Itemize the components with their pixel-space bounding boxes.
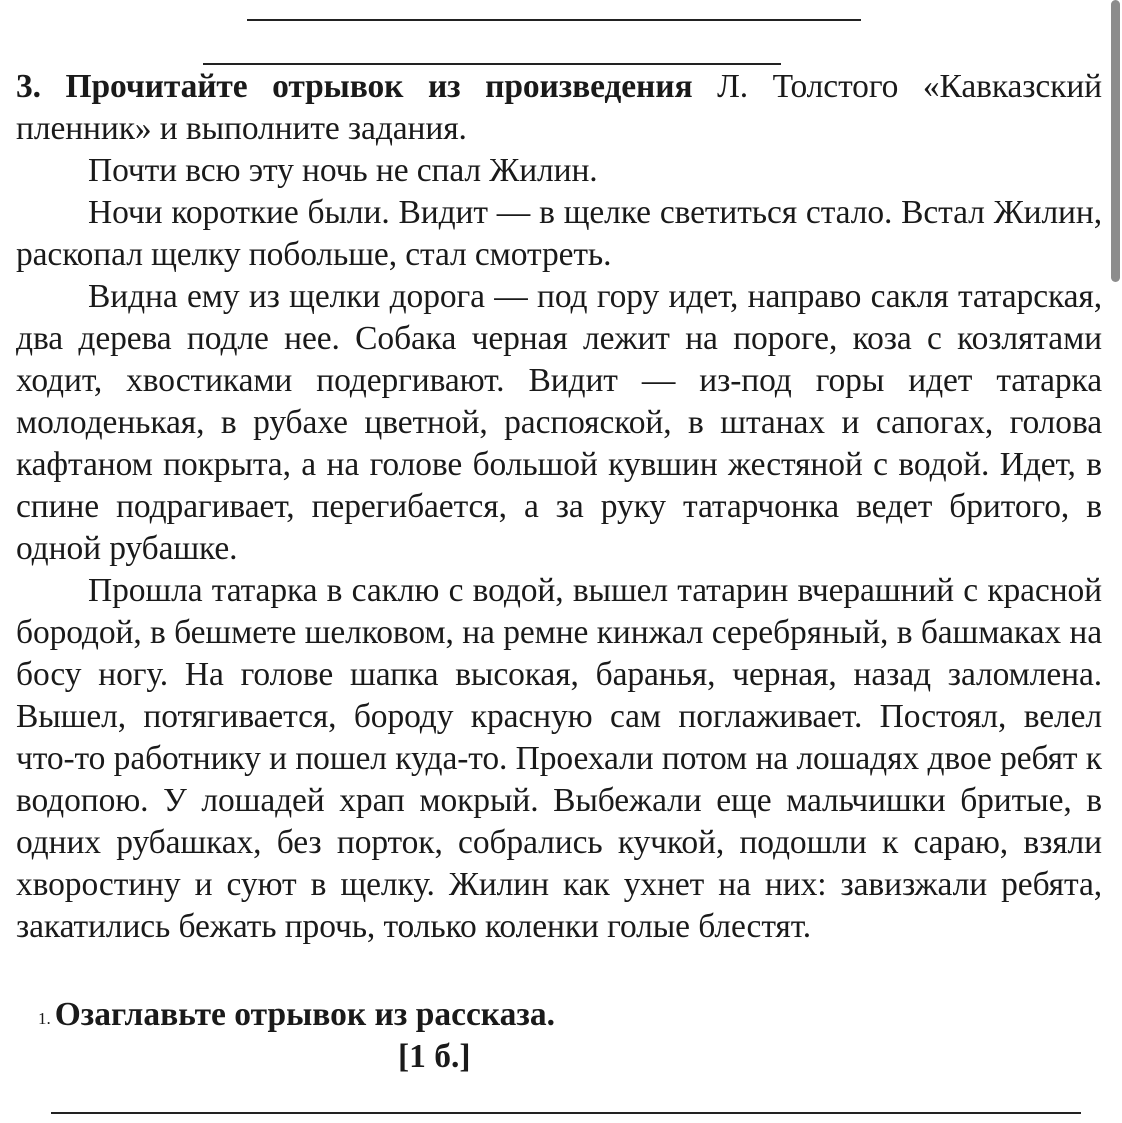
task-title-rest: Л. Толстого «Кавказский пленник» и выполните задания. (16, 68, 1103, 147)
scrollbar[interactable] (1108, 0, 1122, 1123)
question-number: 1. (38, 1009, 51, 1028)
paragraph-3: Видна ему из щелки дорога — под гору идет, направо сакля татарская, два дерева подле нее. Собака черная лежит на пороге, коза с козлятами ходит, хвостиками подергивают. Видит — из-под горы идет татарка молоденькая, в рубахе цветной, распояской, в штанах и сапогах, голова кафтаном покрыта, а на голове большой кувшин жестяной с водой. Идет, в спине подрагивает, перегибается, а за руку татарчонка ведет бритого, в одной рубашке. (16, 278, 1102, 567)
question-points: [1 б.] (398, 1038, 471, 1075)
question-1 (38, 994, 555, 1040)
question-text: Озаглавьте отрывок из рассказа. (54, 996, 555, 1033)
reading-passage (16, 66, 1102, 948)
task-heading (16, 66, 1102, 150)
task-title-bold: 3. Прочитайте отрывок из произведения (16, 68, 693, 105)
scrollbar-thumb[interactable] (1111, 0, 1120, 282)
paragraph-2: Ночи короткие были. Видит — в щелке светиться стало. Встал Жилин, раскопал щелку побольше, стал смотреть. (16, 194, 1102, 273)
answer-line-top-1 (247, 19, 861, 21)
paragraph-1: Почти всю эту ночь не спал Жилин. (88, 152, 598, 189)
paragraph-4: Прошла татарка в саклю с водой, вышел татарин вчерашний с красной бородой, в бешмете шелковом, на ремне кинжал серебряный, в башмаках на босу ногу. На голове шапка высокая, баранья, черная, назад заломлена. Вышел, потягивается, бороду красную сам поглаживает. Постоял, велел что-то работнику и пошел куда-то. Проехали потом на лошадях двое ребят к водопою. У лошадей храп мокрый. Выбежали еще мальчишки бритые, в одних рубашках, без порток, собрались кучкой, подошли к сараю, взяли хворостину и суют в щелку. Жилин как ухнет на них: завизжали ребята, закатились бежать прочь, только коленки голые блестят. (16, 572, 1102, 945)
answer-line-bottom[interactable] (51, 1112, 1081, 1114)
answer-line-top-2 (203, 63, 781, 65)
